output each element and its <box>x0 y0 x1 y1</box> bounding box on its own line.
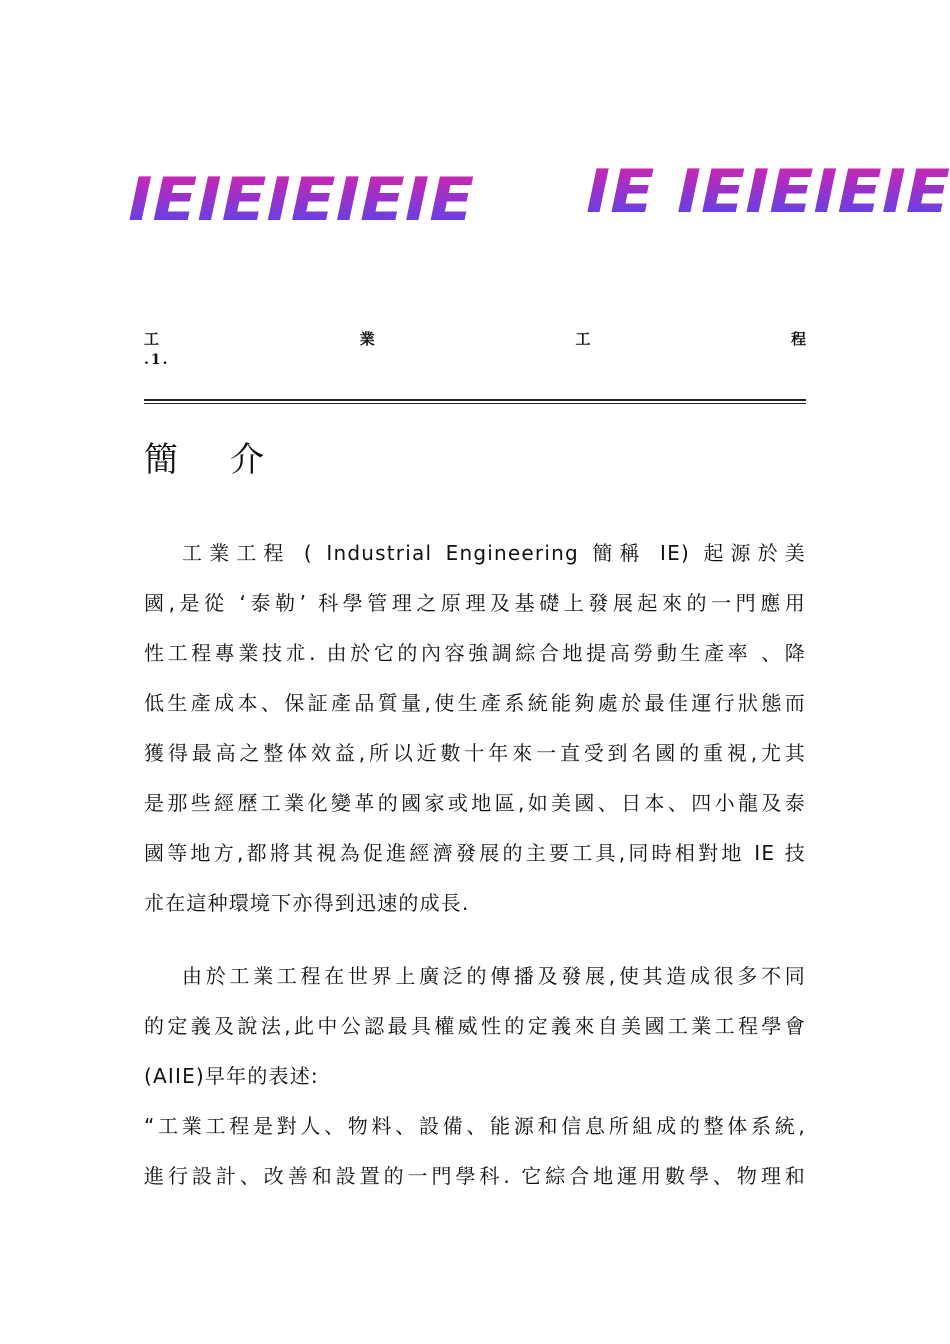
text-line: 是那些經歷工業化變革的國家或地區,如美國、日本、四小龍及泰 <box>144 791 806 815</box>
text-line: 朮在這种環境下亦得到迅速的成長. <box>144 891 470 915</box>
text-line: “工業工程是對人、物料、設備、能源和信息所組成的整体系統, <box>144 1114 806 1138</box>
header-char: 工 <box>575 330 591 348</box>
text-line: 工業工程 ( Industrial Engineering 簡稱 IE) 起源於美 <box>182 541 806 565</box>
paragraph-intro <box>144 528 806 928</box>
header-char: 業 <box>359 330 375 348</box>
header-char: 工 <box>144 330 160 348</box>
paragraph-quote <box>144 1101 806 1201</box>
text-line: 進行設計、改善和設置的一門學科. 它綜合地運用數學、物理和 <box>144 1164 806 1188</box>
ie-banner-right: IE IEIEIEIE <box>586 157 950 227</box>
section-title: 簡介 <box>144 440 316 480</box>
text-line: 由於工業工程在世界上廣泛的傳播及發展,使其造成很多不同 <box>182 964 806 988</box>
text-line: 性工程專業技朮. 由於它的內容強調綜合地提高勞動生產率 、降 <box>144 641 806 665</box>
text-line: (AIIE)早年的表述: <box>144 1064 319 1088</box>
text-line: 國等地方,都將其視為促進經濟發展的主要工具,同時相對地 IE 技 <box>144 841 806 865</box>
paragraph-definition <box>144 951 806 1101</box>
text-line: 獲得最高之整体效益,所以近數十年來一直受到名國的重視,尤其 <box>144 741 806 765</box>
header-char: 程 <box>790 330 806 348</box>
text-line: 國,是從 ‘泰勒’ 科學管理之原理及基礎上發展起來的一門應用 <box>144 591 806 615</box>
ie-banner-left: IEIEIEIEIE <box>128 165 475 235</box>
page-number: .1. <box>144 352 170 368</box>
running-header <box>144 328 806 349</box>
text-line: 低生產成本、保証產品質量,使生產系統能夠處於最佳運行狀態而 <box>144 691 806 715</box>
ie-banner-graphic <box>0 150 950 240</box>
text-line: 的定義及說法,此中公認最具權威性的定義來自美國工業工程學會 <box>144 1014 806 1038</box>
header-rule-thick <box>144 399 806 401</box>
header-rule-thin <box>144 403 806 404</box>
